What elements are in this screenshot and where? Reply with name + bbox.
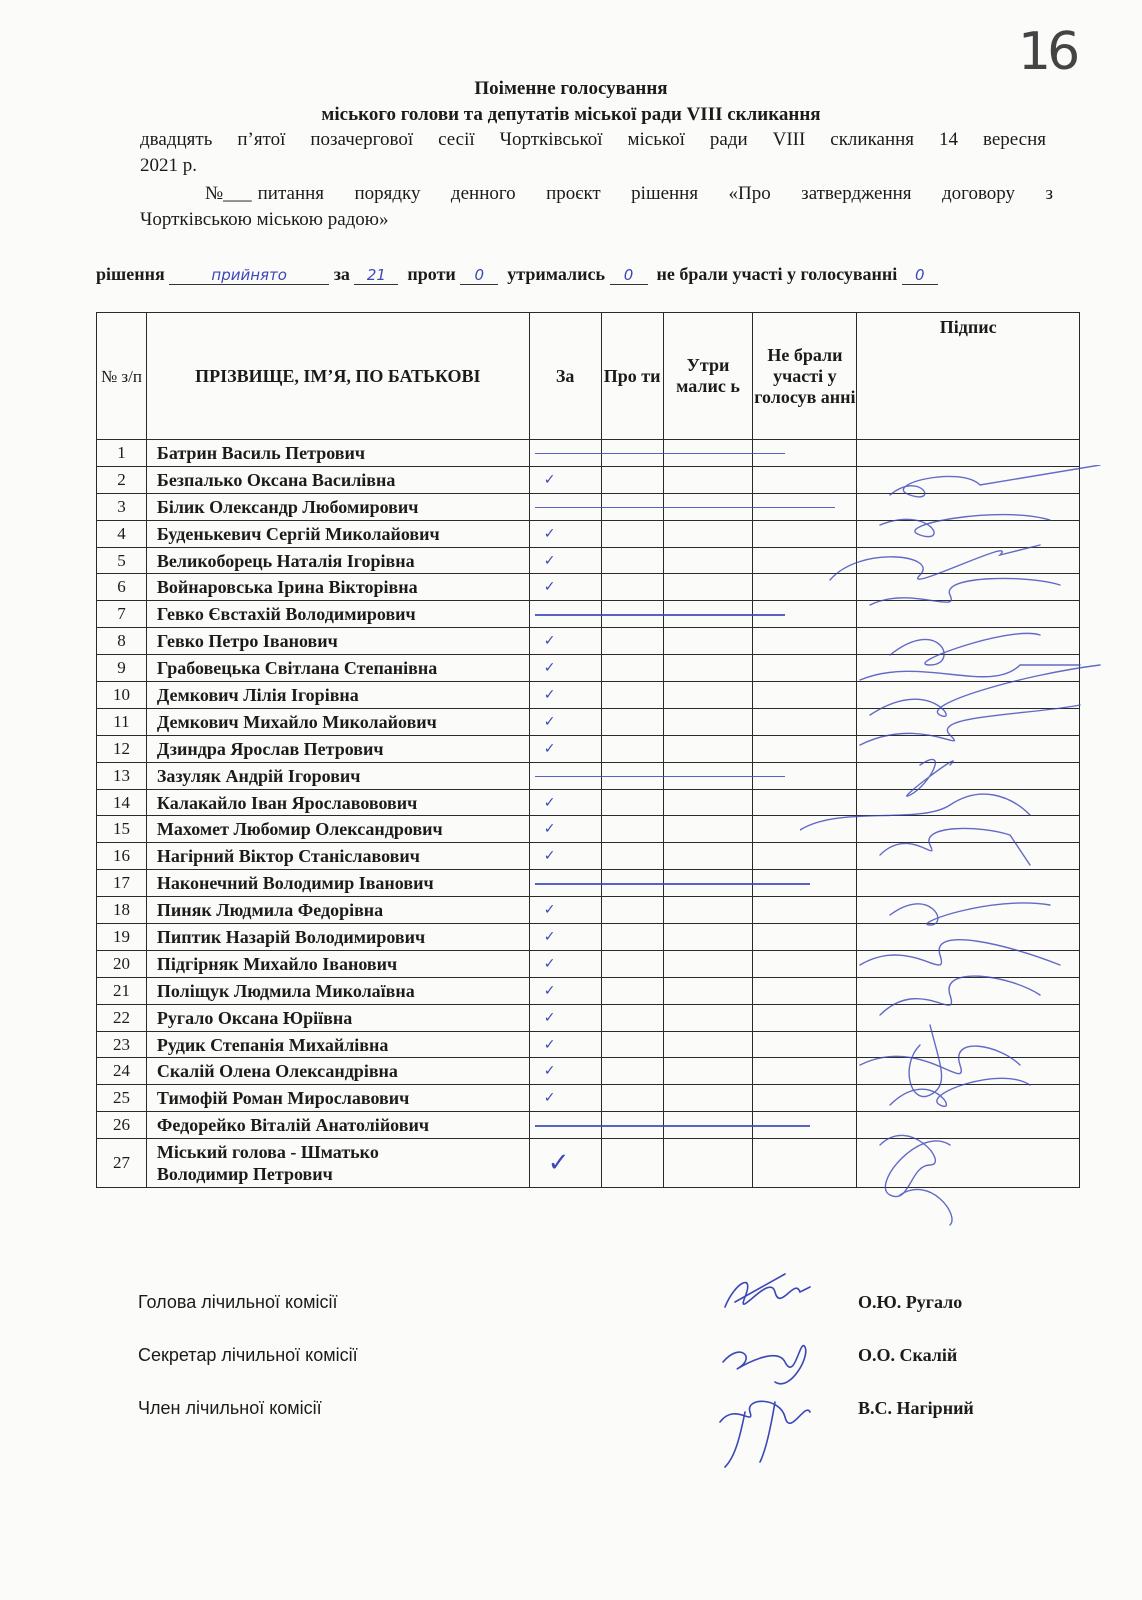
row-name xyxy=(146,1139,529,1188)
member-name: В.С. Нагірний xyxy=(858,1398,974,1418)
row-vote-against xyxy=(601,1058,663,1085)
row-vote-for: ✓ xyxy=(529,977,601,1004)
row-name-text: Калакайло Іван Ярославовович xyxy=(156,792,418,813)
member-signature-row xyxy=(138,1398,1008,1419)
row-name-text: Буденькевич Сергій Миколайович xyxy=(156,523,440,544)
row-name-text: Грабовецька Світлана Степанівна xyxy=(156,658,438,679)
row-vote-against xyxy=(601,1085,663,1112)
row-vote-against xyxy=(601,682,663,709)
row-vote-abstained xyxy=(663,1004,753,1031)
row-vote-abstained xyxy=(663,735,753,762)
row-number: 21 xyxy=(97,977,147,1004)
row-number: 8 xyxy=(97,628,147,655)
row-number: 6 xyxy=(97,574,147,601)
row-name xyxy=(146,950,529,977)
row-name xyxy=(146,924,529,951)
row-name-text: Пиптик Назарій Володимирович xyxy=(156,926,426,947)
row-vote-abstained xyxy=(663,843,753,870)
row-name xyxy=(146,816,529,843)
row-name-text: Батрин Василь Петрович xyxy=(156,442,366,463)
table-header xyxy=(97,313,1080,440)
row-vote-for: ✓ xyxy=(529,1139,601,1188)
row-vote-abstained xyxy=(663,924,753,951)
row-vote-for: ✓ xyxy=(529,1004,601,1031)
row-vote-against xyxy=(601,1004,663,1031)
row-vote-abstained xyxy=(663,520,753,547)
row-vote-for: ✓ xyxy=(529,520,601,547)
member-signatures xyxy=(800,465,1110,1235)
row-vote-abstained xyxy=(663,950,753,977)
member-role: Член лічильної комісії xyxy=(138,1398,322,1418)
row-vote-for: ✓ xyxy=(529,897,601,924)
row-number: 1 xyxy=(97,440,147,467)
row-name xyxy=(146,843,529,870)
row-vote-for: ✓ xyxy=(529,466,601,493)
row-name-text: Нагірний Віктор Станіславович xyxy=(156,846,420,867)
header-for: За xyxy=(529,313,601,440)
row-vote-abstained xyxy=(663,708,753,735)
secretary-signature-row xyxy=(138,1345,1008,1366)
row-name-text: Великоборець Наталія Ігорівна xyxy=(156,550,415,571)
row-number: 4 xyxy=(97,520,147,547)
agenda-text: питання порядку денного проєкт рішення «Про затвердження договору з xyxy=(257,183,1053,204)
row-number: 3 xyxy=(97,493,147,520)
row-vote-abstained xyxy=(663,682,753,709)
row-vote-for: ✓ xyxy=(529,547,601,574)
not-voted-value: 0 xyxy=(902,266,938,285)
row-name xyxy=(146,628,529,655)
agenda-line-2: Чортківською міською радою» xyxy=(140,209,389,230)
agenda-line-1 xyxy=(205,183,1053,205)
abstained-label: утримались xyxy=(507,264,605,284)
decision-value: прийнято xyxy=(169,266,329,285)
row-name-text: Підгірняк Михайло Іванович xyxy=(156,953,398,974)
row-number: 5 xyxy=(97,547,147,574)
row-name xyxy=(146,789,529,816)
row-number: 2 xyxy=(97,466,147,493)
row-vote-for: ✓ xyxy=(529,628,601,655)
row-name xyxy=(146,735,529,762)
row-signature xyxy=(857,440,1080,467)
row-number: 20 xyxy=(97,950,147,977)
row-vote-for: ✓ xyxy=(529,1031,601,1058)
row-vote-against xyxy=(601,816,663,843)
for-label: за xyxy=(333,264,350,284)
row-number: 10 xyxy=(97,682,147,709)
row-vote-for: ✓ xyxy=(529,1085,601,1112)
row-vote-abstained xyxy=(663,628,753,655)
row-name xyxy=(146,708,529,735)
row-vote-abstained xyxy=(663,789,753,816)
row-number: 18 xyxy=(97,897,147,924)
chair-role: Голова лічильної комісії xyxy=(138,1292,338,1312)
row-number: 23 xyxy=(97,1031,147,1058)
against-value: 0 xyxy=(460,266,498,285)
secretary-role: Секретар лічильної комісії xyxy=(138,1345,358,1365)
row-vote-for: ✓ xyxy=(529,574,601,601)
for-value: 21 xyxy=(354,266,398,285)
chair-name: О.Ю. Ругало xyxy=(858,1292,963,1312)
page-number: 16 xyxy=(1018,22,1077,82)
row-vote-against xyxy=(601,924,663,951)
row-name xyxy=(146,1004,529,1031)
row-name xyxy=(146,977,529,1004)
row-name-text: Демкович Михайло Миколайович xyxy=(156,711,437,732)
row-vote-for: ✓ xyxy=(529,950,601,977)
row-name xyxy=(146,574,529,601)
row-vote-abstained xyxy=(663,547,753,574)
row-vote-against xyxy=(601,1139,663,1188)
row-number: 9 xyxy=(97,655,147,682)
row-name xyxy=(146,682,529,709)
row-vote-abstained xyxy=(663,897,753,924)
row-name-text: Федорейко Віталій Анатолійович xyxy=(156,1115,429,1136)
row-name-text: Білик Олександр Любомирович xyxy=(156,496,419,517)
row-name-text: Гевко Євстахій Володимирович xyxy=(156,604,416,625)
row-number: 19 xyxy=(97,924,147,951)
header-abstained: Утри малис ь xyxy=(663,313,753,440)
row-vote-against xyxy=(601,897,663,924)
row-vote-against xyxy=(601,977,663,1004)
row-number: 16 xyxy=(97,843,147,870)
row-vote-abstained xyxy=(663,1139,753,1188)
vote-strike-line xyxy=(535,1125,810,1127)
secretary-name: О.О. Скалій xyxy=(858,1345,958,1365)
row-vote-for: ✓ xyxy=(529,682,601,709)
row-vote-for: ✓ xyxy=(529,843,601,870)
row-vote-against xyxy=(601,950,663,977)
row-vote-against xyxy=(601,574,663,601)
row-name xyxy=(146,601,529,628)
row-name-text-line2: Володимир Петрович xyxy=(156,1164,333,1185)
row-name-text: Махомет Любомир Олександрович xyxy=(156,819,443,840)
row-number: 11 xyxy=(97,708,147,735)
row-name-text: Тимофій Роман Мирославович xyxy=(156,1088,410,1109)
row-number: 22 xyxy=(97,1004,147,1031)
row-vote-against xyxy=(601,655,663,682)
row-number: 26 xyxy=(97,1112,147,1139)
row-vote-against xyxy=(601,708,663,735)
row-vote-against xyxy=(601,1031,663,1058)
session-line-1: двадцять п’ятої позачергової сесії Чортківської міської ради VIII скликання 14 вересня xyxy=(140,129,1046,150)
row-vote-against xyxy=(601,843,663,870)
voting-result xyxy=(96,264,1076,285)
against-label: проти xyxy=(407,264,456,284)
row-name xyxy=(146,762,529,789)
vote-strike-line xyxy=(535,614,785,616)
header-name: ПРІЗВИЩЕ, ІМ’Я, ПО БАТЬКОВІ xyxy=(146,313,529,440)
row-number: 13 xyxy=(97,762,147,789)
row-vote-for: ✓ xyxy=(529,708,601,735)
row-name-text: Безпалько Оксана Василівна xyxy=(156,469,396,490)
row-vote-against xyxy=(601,628,663,655)
row-vote-against xyxy=(601,520,663,547)
row-name xyxy=(146,1085,529,1112)
header-against: Про ти xyxy=(601,313,663,440)
row-name xyxy=(146,440,529,467)
row-name-text: Зазуляк Андрій Ігорович xyxy=(156,765,361,786)
row-number: 25 xyxy=(97,1085,147,1112)
row-name-text: Дзиндра Ярослав Петрович xyxy=(156,738,384,759)
row-vote-abstained xyxy=(663,574,753,601)
document-subtitle: міського голови та депутатів міської ради VIII скликання xyxy=(321,104,821,125)
row-vote-abstained xyxy=(663,816,753,843)
abstained-value: 0 xyxy=(610,266,648,285)
vote-strike-line xyxy=(535,883,810,885)
row-name-text: Ругало Оксана Юріївна xyxy=(156,1007,353,1028)
document-title: Поіменне голосування xyxy=(474,78,668,99)
not-voted-label: не брали участі у голосуванні xyxy=(656,264,898,284)
row-vote-for: ✓ xyxy=(529,655,601,682)
row-name xyxy=(146,897,529,924)
row-name xyxy=(146,493,529,520)
row-vote-abstained xyxy=(663,1058,753,1085)
row-name xyxy=(146,870,529,897)
row-number: 27 xyxy=(97,1139,147,1188)
row-name-text: Міський голова - Шматько xyxy=(156,1142,379,1163)
row-name xyxy=(146,466,529,493)
vote-strike-line xyxy=(535,453,785,455)
row-name-text: Наконечний Володимир Іванович xyxy=(156,873,434,894)
header-not-voted: Не брали участі у голосув анні xyxy=(753,313,857,440)
row-number: 15 xyxy=(97,816,147,843)
row-name-text: Гевко Петро Іванович xyxy=(156,631,338,652)
row-vote-for: ✓ xyxy=(529,1058,601,1085)
vote-strike-line xyxy=(535,776,785,778)
vote-strike-line xyxy=(535,507,835,509)
row-number: 7 xyxy=(97,601,147,628)
row-vote-abstained xyxy=(663,1031,753,1058)
row-name-text: Демкович Лілія Ігорівна xyxy=(156,684,359,705)
row-vote-against xyxy=(601,547,663,574)
decision-label: рішення xyxy=(96,264,165,284)
row-vote-for: ✓ xyxy=(529,789,601,816)
row-number: 14 xyxy=(97,789,147,816)
row-vote-against xyxy=(601,466,663,493)
row-name xyxy=(146,547,529,574)
row-name-text: Рудик Степанія Михайлівна xyxy=(156,1034,389,1055)
agenda-number: №___ xyxy=(205,183,252,204)
header-num: № з/п xyxy=(97,313,147,440)
row-name xyxy=(146,655,529,682)
row-number: 24 xyxy=(97,1058,147,1085)
row-vote-against xyxy=(601,789,663,816)
row-name xyxy=(146,1058,529,1085)
commission-signatures xyxy=(715,1262,825,1472)
row-vote-abstained xyxy=(663,1085,753,1112)
row-name-text: Поліщук Людмила Миколаївна xyxy=(156,980,415,1001)
row-vote-for: ✓ xyxy=(529,735,601,762)
row-name xyxy=(146,1112,529,1139)
row-name xyxy=(146,1031,529,1058)
header-signature: Підпис xyxy=(857,313,1080,440)
row-vote-abstained xyxy=(663,466,753,493)
row-vote-abstained xyxy=(663,655,753,682)
session-line-2: 2021 р. xyxy=(140,155,197,176)
row-vote-for: ✓ xyxy=(529,924,601,951)
row-name-text: Скалій Олена Олександрівна xyxy=(156,1061,398,1082)
row-name-text: Пиняк Людмила Федорівна xyxy=(156,900,384,921)
row-vote-for: ✓ xyxy=(529,816,601,843)
row-number: 17 xyxy=(97,870,147,897)
row-name xyxy=(146,520,529,547)
row-vote-abstained xyxy=(663,977,753,1004)
chair-signature-row xyxy=(138,1292,1008,1313)
row-number: 12 xyxy=(97,735,147,762)
row-vote-against xyxy=(601,735,663,762)
row-name-text: Войнаровська Ірина Вікторівна xyxy=(156,577,418,598)
